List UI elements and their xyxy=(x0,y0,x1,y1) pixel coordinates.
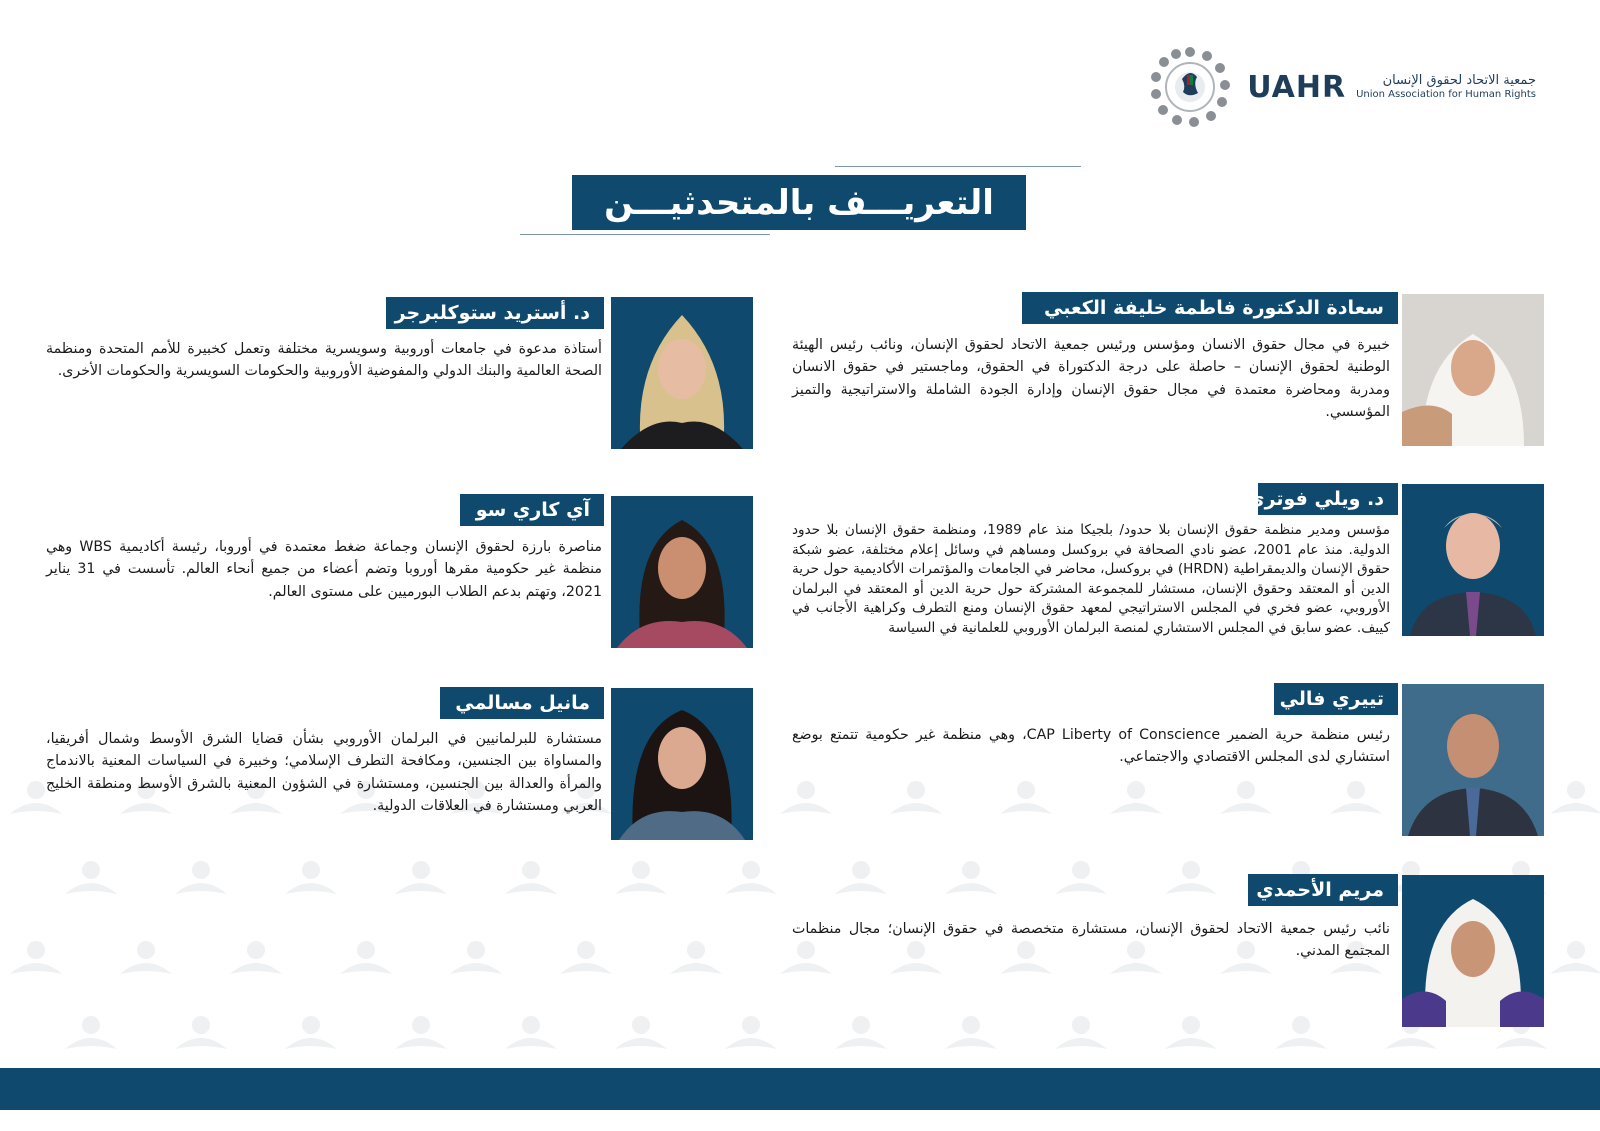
portrait-icon xyxy=(1402,875,1544,1027)
speaker-photo xyxy=(611,297,753,449)
footer-band xyxy=(0,1068,1600,1110)
title-decor-line-top xyxy=(835,166,1081,167)
speaker-photo xyxy=(1402,484,1544,636)
speaker-photo xyxy=(611,688,753,840)
org-name-english: Union Association for Human Rights xyxy=(1356,89,1536,100)
portrait-icon xyxy=(611,496,753,648)
portrait-icon xyxy=(1402,294,1544,446)
speaker-bio: مستشارة للبرلمانيين في البرلمان الأوروبي بشأن قضايا الشرق الأوسط وشمال أفريقيا، والمساواة بين الجنسين، ومكافحة التطرف الإسلامي؛ وخبيرة في السياسات المعنية بالاندماج والمرأة والعدالة بين الجنسين، ومستشارة في الشؤون المعنية بالشرق الأوسط ومنطقة الخليج العربي ومستشارة في العلاقات الدولية. xyxy=(46,731,602,815)
title-decor-line-bottom xyxy=(520,234,770,235)
speaker-bio: نائب رئيس جمعية الاتحاد لحقوق الإنسان، مستشارة متخصصة في حقوق الإنسان؛ مجال منظمات المجتمع المدني. xyxy=(792,921,1390,960)
speaker-bio: مناصرة بارزة لحقوق الإنسان وجماعة ضغط معتمدة في أوروبا، رئيسة أكاديمية WBS وهي منظمة غير حكومية مقرها أوروبا وتضم أعضاء من جميع أنحاء العالم. تأسست في 31 يناير 2021، وتهتم بدعم الطلاب البورميين على مستوى العالم. xyxy=(46,539,603,600)
speaker-name: آي كاري سو xyxy=(460,494,604,526)
org-abbreviation: UAHR xyxy=(1247,69,1347,105)
page-title: التعريـــف بالمتحدثيـــن xyxy=(572,175,1026,230)
speaker-name: مانيل مسالمي xyxy=(440,687,604,719)
org-name-arabic: جمعية الاتحاد لحقوق الإنسان xyxy=(1382,73,1536,88)
speaker-bio: خبيرة في مجال حقوق الانسان ومؤسس ورئيس جمعية الاتحاد لحقوق الإنسان، ونائب رئيس الهيئة الوطنية لحقوق الإنسان – حاصلة على درجة الدكتوراة في الحقوق، وماجستير في حقوق الانسان ومدربة ومحاضرة معتمدة في مجال حقوق الإنسان وإدارة الجودة الشاملة والاستراتيجية والتميز المؤسسي. xyxy=(792,337,1390,421)
speaker-photo xyxy=(1402,875,1544,1027)
speaker-bio: رئيس منظمة حرية الضمير CAP Liberty of Conscience، وهي منظمة غير حكومية تتمتع بوضع استشاري لدى المجلس الاقتصادي والاجتماعي. xyxy=(792,727,1390,766)
speaker-name: د. ويلي فوتري xyxy=(1258,483,1398,515)
portrait-icon xyxy=(611,688,753,840)
speaker-photo xyxy=(1402,294,1544,446)
portrait-icon xyxy=(611,297,753,449)
speaker-name: سعادة الدكتورة فاطمة خليفة الكعبي xyxy=(1022,292,1398,324)
speaker-name: د. أستريد ستوكلبرجر xyxy=(386,297,604,329)
portrait-icon xyxy=(1402,684,1544,836)
portrait-icon xyxy=(1402,484,1544,636)
speaker-bio: مؤسس ومدير منظمة حقوق الإنسان بلا حدود/ بلجيكا منذ عام 1989، ومنظمة حقوق الإنسان بلا حدود الدولية. منذ عام 2001، عضو نادي الصحافة في بروكسل ومساهم في وسائل إعلام مختلفة، عضو شبكة حقوق الإنسان والديمقراطية (HRDN) في بروكسل، محاضر في الجامعات والمؤتمرات الأكاديمية حول حرية الدين أو المعتقد وحقوق الإنسان، مستشار للمجموعة المشتركة حول حرية الدين أو المعتقد في البرلمان الأوروبي، عضو فخري في المجلس الاستراتيجي لمعهد حقوق الإنسان ومنع التطرف وكراهية الأجانب في كييف. عضو سابق في المجلس الاستشاري لمنصة البرلمان الأوروبي للعلمانية في السياسة xyxy=(792,522,1391,636)
speaker-photo xyxy=(1402,684,1544,836)
org-logo xyxy=(1149,46,1536,128)
speaker-photo xyxy=(611,496,753,648)
speaker-name: مريم الأحمدي xyxy=(1248,874,1398,906)
speaker-name: تييري فالي xyxy=(1274,683,1398,715)
uahr-logo-icon xyxy=(1149,46,1231,128)
speaker-bio: أستاذة مدعوة في جامعات أوروبية وسويسرية مختلفة وتعمل كخبيرة للأمم المتحدة ومنظمة الصحة العالمية والبنك الدولي والمفوضية الأوروبية والحكومات السويسرية والحكومات الأخرى. xyxy=(46,341,602,380)
